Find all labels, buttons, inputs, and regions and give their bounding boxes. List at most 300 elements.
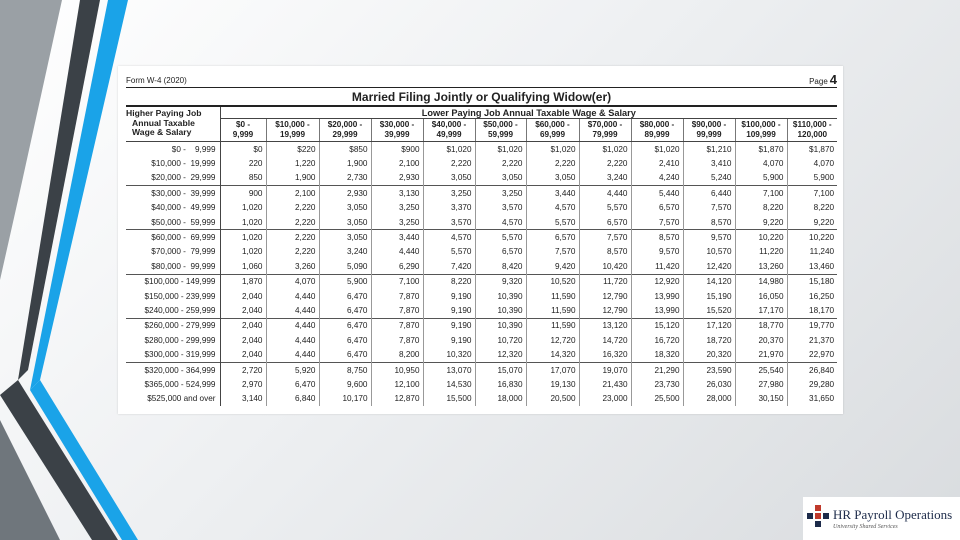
table-cell: 4,440: [579, 186, 631, 201]
table-row: [126, 347, 837, 362]
table-cell: 4,570: [423, 230, 475, 245]
table-cell: 8,570: [631, 230, 683, 245]
table-cell: 7,570: [579, 230, 631, 245]
row-label: $60,000 - 69,999: [126, 230, 220, 245]
column-header-line: 109,999: [746, 130, 776, 139]
table-cell: 18,170: [809, 305, 835, 315]
row-header-line: Higher Paying Job: [126, 108, 202, 118]
column-header: [220, 119, 266, 142]
table-cell: 3,410: [683, 156, 735, 170]
row-label: $20,000 - 29,999: [126, 171, 220, 186]
table-cell: 2,040: [220, 333, 266, 347]
column-header-line: 39,999: [384, 130, 410, 139]
table-cell: 28,000: [683, 392, 735, 406]
column-header-line: $100,000 -: [741, 120, 781, 129]
logo-mark-icon: [807, 505, 829, 527]
table-cell: 6,470: [319, 303, 371, 318]
table-cell: 2,970: [220, 377, 266, 391]
table-cell: 4,070: [266, 274, 319, 289]
table-cell: 2,220: [423, 156, 475, 170]
column-header: [579, 119, 631, 142]
column-header-line: $40,000 -: [431, 120, 467, 129]
table-cell: 4,440: [266, 318, 319, 333]
table-cell: 20,500: [526, 392, 579, 406]
column-header-line: $10,000 -: [275, 120, 310, 129]
table-cell: 2,720: [220, 362, 266, 377]
table-cell: 7,570: [631, 215, 683, 230]
table-cell: 23,730: [631, 377, 683, 391]
table-cell: 2,410: [631, 156, 683, 170]
row-label: $150,000 - 239,999: [126, 289, 220, 303]
column-header-line: $20,000 -: [327, 120, 363, 129]
table-cell: $1,870: [735, 142, 787, 157]
column-header-line: $50,000 -: [483, 120, 518, 129]
table-cell: 2,040: [220, 289, 266, 303]
table-cell: 2,040: [220, 318, 266, 333]
table-cell: 12,870: [371, 392, 423, 406]
table-cell: 2,220: [475, 156, 526, 170]
table-cell: 2,220: [266, 245, 319, 259]
table-cell: 6,470: [319, 347, 371, 362]
table-cell: 5,570: [423, 245, 475, 259]
table-row: [126, 377, 837, 391]
column-header-line: 89,999: [644, 130, 670, 139]
table-row: [126, 245, 837, 259]
column-header: [787, 119, 837, 142]
table-cell: 3,250: [371, 215, 423, 230]
table-cell: 17,120: [683, 318, 735, 333]
table-cell: 4,070: [813, 159, 835, 169]
table-cell: 25,540: [735, 362, 787, 377]
column-header: [735, 119, 787, 142]
table-cell: 5,570: [579, 201, 631, 215]
table-row: [126, 142, 837, 157]
row-header-line: Annual Taxable: [132, 117, 195, 128]
table-cell: 8,570: [683, 215, 735, 230]
table-cell: 3,250: [371, 201, 423, 215]
table-cell: 19,130: [526, 377, 579, 391]
table-title: Married Filing Jointly or Qualifying Widow(er): [126, 88, 837, 107]
table-cell: 3,050: [423, 171, 475, 186]
form-id: Form W-4 (2020): [126, 76, 187, 85]
table-cell: 15,070: [475, 362, 526, 377]
table-cell: 10,570: [683, 245, 735, 259]
column-header-line: $90,000 -: [691, 120, 727, 129]
table-cell: 4,440: [266, 289, 319, 303]
table-cell: 21,430: [579, 377, 631, 391]
table-row: [126, 259, 837, 274]
table-cell: 10,390: [475, 318, 526, 333]
table-cell: 15,120: [631, 318, 683, 333]
table-cell: 14,530: [423, 377, 475, 391]
table-cell: 11,420: [631, 259, 683, 274]
table-cell: 16,050: [735, 289, 787, 303]
column-header-line: $110,000 -: [792, 120, 832, 129]
row-label: $280,000 - 299,999: [126, 333, 220, 347]
table-cell: 18,000: [475, 392, 526, 406]
table-cell: 2,220: [266, 230, 319, 245]
column-header: [526, 119, 579, 142]
table-cell: 10,420: [579, 259, 631, 274]
table-cell: 3,050: [526, 171, 579, 186]
table-cell: 9,220: [735, 215, 787, 230]
table-cell: 8,750: [319, 362, 371, 377]
table-cell: $220: [266, 142, 319, 157]
table-cell: 3,370: [423, 201, 475, 215]
table-row: [126, 289, 837, 303]
table-cell: 9,190: [423, 318, 475, 333]
table-cell: 3,050: [319, 230, 371, 245]
column-group-header: Lower Paying Job Annual Taxable Wage & Salary: [220, 106, 837, 119]
table-cell: 3,240: [579, 171, 631, 186]
row-label: $100,000 - 149,999: [126, 274, 220, 289]
table-cell: 6,470: [319, 289, 371, 303]
withholding-table: [126, 87, 837, 406]
table-cell: 4,570: [475, 215, 526, 230]
table-cell: 7,100: [787, 186, 837, 201]
row-label: $365,000 - 524,999: [126, 377, 220, 391]
table-cell: $0: [220, 142, 266, 157]
table-cell: 1,900: [266, 171, 319, 186]
table-cell: $850: [319, 142, 371, 157]
column-header: [371, 119, 423, 142]
table-cell: 15,520: [683, 303, 735, 318]
table-cell: 7,870: [371, 333, 423, 347]
row-label: $260,000 - 279,999: [126, 318, 220, 333]
table-cell: 16,320: [579, 347, 631, 362]
table-cell: 6,570: [631, 201, 683, 215]
table-cell: 17,070: [526, 362, 579, 377]
table-cell: 12,790: [579, 303, 631, 318]
row-label: $80,000 - 99,999: [126, 259, 220, 274]
column-header: [319, 119, 371, 142]
table-cell: 9,190: [423, 303, 475, 318]
table-cell: 10,390: [475, 303, 526, 318]
column-header-line: 59,999: [487, 130, 514, 139]
table-cell: $1,020: [423, 142, 475, 157]
table-cell: 4,440: [371, 245, 423, 259]
table-cell: $1,870: [809, 144, 835, 154]
table-cell: 3,050: [319, 201, 371, 215]
row-header: [126, 106, 220, 142]
table-cell: 5,090: [319, 259, 371, 274]
table-cell: 4,440: [266, 347, 319, 362]
table-cell: $1,020: [526, 142, 579, 157]
table-cell: $1,020: [631, 142, 683, 157]
table-cell: 13,070: [423, 362, 475, 377]
table-row: [126, 230, 837, 245]
row-label: $240,000 - 259,999: [126, 303, 220, 318]
table-cell: 3,570: [475, 201, 526, 215]
table-cell: 18,770: [735, 318, 787, 333]
column-header-line: 29,999: [332, 130, 358, 139]
column-header-line: 69,999: [539, 130, 566, 139]
table-cell: 1,220: [266, 156, 319, 170]
table-cell: 4,440: [266, 303, 319, 318]
table-cell: 6,470: [319, 333, 371, 347]
table-cell: 18,720: [683, 333, 735, 347]
table-cell: 6,570: [526, 230, 579, 245]
table-cell: 14,120: [683, 274, 735, 289]
table-cell: 13,990: [631, 303, 683, 318]
table-cell: 10,720: [475, 333, 526, 347]
column-header-line: $30,000 -: [379, 120, 415, 129]
row-label: $525,000 and over: [126, 392, 220, 406]
table-cell: 1,870: [220, 274, 266, 289]
table-cell: 3,140: [220, 392, 266, 406]
row-label: $70,000 - 79,999: [126, 245, 220, 259]
table-row: [126, 362, 837, 377]
table-cell: 3,130: [371, 186, 423, 201]
table-cell: 6,290: [371, 259, 423, 274]
table-cell: 3,260: [266, 259, 319, 274]
column-header-line: 120,000: [797, 130, 828, 139]
row-label: $320,000 - 364,999: [126, 362, 220, 377]
table-row: [126, 303, 837, 318]
table-cell: 3,440: [526, 186, 579, 201]
table-cell: 27,980: [735, 377, 787, 391]
table-cell: 7,100: [735, 186, 787, 201]
table-cell: 3,050: [319, 215, 371, 230]
table-cell: 9,220: [813, 217, 835, 227]
column-header: [475, 119, 526, 142]
table-cell: 4,240: [631, 171, 683, 186]
table-cell: 12,100: [371, 377, 423, 391]
table-cell: 8,220: [735, 201, 787, 215]
table-row: [126, 156, 837, 170]
table-cell: 7,570: [683, 201, 735, 215]
column-header-line: $80,000 -: [639, 120, 675, 129]
table-cell: 11,590: [526, 303, 579, 318]
row-label: $50,000 - 59,999: [126, 215, 220, 230]
table-cell: 12,920: [631, 274, 683, 289]
table-cell: 6,470: [266, 377, 319, 391]
table-cell: 5,570: [526, 215, 579, 230]
table-cell: 3,050: [475, 171, 526, 186]
table-cell: 2,100: [266, 186, 319, 201]
table-cell: $1,020: [579, 142, 631, 157]
table-cell: $1,210: [683, 142, 735, 157]
table-cell: 26,030: [683, 377, 735, 391]
table-cell: 3,570: [423, 215, 475, 230]
table-row: [126, 318, 837, 333]
table-cell: 10,320: [423, 347, 475, 362]
table-row: [126, 171, 837, 186]
table-cell: 2,730: [319, 171, 371, 186]
table-cell: 1,020: [220, 245, 266, 259]
table-cell: 1,020: [220, 230, 266, 245]
column-header-line: 79,999: [592, 130, 618, 139]
table-cell: 1,060: [220, 259, 266, 274]
table-cell: 4,070: [735, 156, 787, 170]
row-label: $10,000 - 19,999: [126, 156, 220, 170]
table-cell: $1,020: [475, 142, 526, 157]
table-cell: 15,500: [423, 392, 475, 406]
table-cell: 5,900: [735, 171, 787, 186]
row-label: $40,000 - 49,999: [126, 201, 220, 215]
table-cell: 11,220: [735, 245, 787, 259]
table-cell: 5,900: [319, 274, 371, 289]
table-cell: 8,200: [371, 347, 423, 362]
table-row: [126, 274, 837, 289]
table-cell: 3,440: [371, 230, 423, 245]
table-cell: 8,220: [423, 274, 475, 289]
table-cell: 6,570: [475, 245, 526, 259]
table-cell: 1,020: [220, 201, 266, 215]
table-row: [126, 333, 837, 347]
table-cell: 7,870: [371, 289, 423, 303]
table-cell: 2,930: [371, 171, 423, 186]
table-cell: 12,420: [683, 259, 735, 274]
table-cell: 9,600: [319, 377, 371, 391]
w4-form-page: [118, 66, 843, 414]
table-cell: 7,100: [371, 274, 423, 289]
table-cell: 21,370: [809, 335, 835, 345]
table-cell: 2,220: [266, 215, 319, 230]
table-cell: 7,570: [526, 245, 579, 259]
column-header-line: $0 -: [235, 120, 251, 129]
table-cell: 5,920: [266, 362, 319, 377]
table-cell: 9,190: [423, 289, 475, 303]
table-cell: 6,570: [579, 215, 631, 230]
table-cell: 10,170: [319, 392, 371, 406]
table-cell: 15,180: [787, 274, 837, 289]
table-cell: 10,950: [371, 362, 423, 377]
table-cell: 8,220: [813, 203, 835, 213]
table-cell: 4,570: [526, 201, 579, 215]
table-cell: 7,870: [371, 303, 423, 318]
table-cell: 3,250: [475, 186, 526, 201]
table-cell: 21,970: [735, 347, 787, 362]
page-label: Page: [809, 77, 828, 86]
table-cell: 2,220: [526, 156, 579, 170]
column-header-line: 19,999: [279, 130, 306, 139]
table-cell: 9,320: [475, 274, 526, 289]
table-cell: 26,840: [787, 362, 837, 377]
table-cell: 1,900: [319, 156, 371, 170]
column-header-line: 49,999: [436, 130, 462, 139]
logo-subtitle: University Shared Services: [833, 524, 898, 530]
hr-payroll-logo: [803, 497, 960, 540]
table-cell: 2,040: [220, 303, 266, 318]
table-cell: 13,120: [579, 318, 631, 333]
table-cell: 2,040: [220, 347, 266, 362]
table-cell: 25,500: [631, 392, 683, 406]
table-cell: 3,250: [423, 186, 475, 201]
table-cell: 31,650: [809, 394, 835, 404]
table-cell: 9,570: [683, 230, 735, 245]
page-indicator: [809, 72, 837, 87]
table-cell: 1,020: [220, 215, 266, 230]
table-cell: 11,590: [526, 318, 579, 333]
table-cell: 900: [220, 186, 266, 201]
table-cell: 10,520: [526, 274, 579, 289]
table-cell: 2,100: [371, 156, 423, 170]
table-cell: 2,220: [579, 156, 631, 170]
table-cell: 6,840: [266, 392, 319, 406]
table-cell: 2,220: [266, 201, 319, 215]
table-cell: 21,290: [631, 362, 683, 377]
table-cell: 10,220: [787, 230, 837, 245]
row-label: $0 - 9,999: [126, 142, 220, 157]
table-cell: 2,930: [319, 186, 371, 201]
table-cell: 5,900: [813, 173, 835, 183]
table-cell: 20,320: [683, 347, 735, 362]
table-cell: 19,070: [579, 362, 631, 377]
table-cell: 29,280: [809, 379, 835, 389]
table-cell: 23,590: [683, 362, 735, 377]
table-cell: 14,980: [735, 274, 787, 289]
table-cell: 12,790: [579, 289, 631, 303]
table-cell: 9,190: [423, 333, 475, 347]
table-row: [126, 186, 837, 201]
column-header-line: $60,000 -: [535, 120, 570, 129]
row-header-line: Wage & Salary: [132, 127, 192, 137]
column-header-line: 9,999: [232, 130, 254, 139]
table-cell: 15,190: [683, 289, 735, 303]
table-cell: 20,370: [735, 333, 787, 347]
table-cell: 220: [220, 156, 266, 170]
table-cell: 30,150: [735, 392, 787, 406]
table-cell: 11,240: [809, 247, 835, 257]
table-row: [126, 201, 837, 215]
table-cell: 17,170: [735, 303, 787, 318]
table-cell: 5,240: [683, 171, 735, 186]
table-cell: 12,720: [526, 333, 579, 347]
table-cell: 5,570: [475, 230, 526, 245]
table-cell: 5,440: [631, 186, 683, 201]
table-cell: 7,870: [371, 318, 423, 333]
table-row: [126, 392, 837, 406]
table-cell: 16,720: [631, 333, 683, 347]
table-cell: 18,320: [631, 347, 683, 362]
table-cell: 22,970: [809, 350, 835, 360]
column-header: [423, 119, 475, 142]
table-cell: 16,250: [809, 291, 835, 301]
table-cell: $900: [371, 142, 423, 157]
table-cell: 14,320: [526, 347, 579, 362]
table-cell: 16,830: [475, 377, 526, 391]
table-cell: 850: [220, 171, 266, 186]
logo-title: HR Payroll Operations: [833, 507, 953, 522]
row-label: $30,000 - 39,999: [126, 186, 220, 201]
column-header: [266, 119, 319, 142]
table-cell: 11,720: [579, 274, 631, 289]
row-label: $300,000 - 319,999: [126, 347, 220, 362]
column-header-line: $70,000 -: [587, 120, 623, 129]
table-cell: 14,720: [579, 333, 631, 347]
table-cell: 8,570: [579, 245, 631, 259]
table-cell: 23,000: [579, 392, 631, 406]
table-cell: 9,570: [631, 245, 683, 259]
table-cell: 13,260: [735, 259, 787, 274]
column-header-line: 99,999: [696, 130, 722, 139]
column-header: [683, 119, 735, 142]
table-cell: 6,440: [683, 186, 735, 201]
table-cell: 19,770: [787, 318, 837, 333]
table-cell: 9,420: [526, 259, 579, 274]
table-cell: 4,440: [266, 333, 319, 347]
table-cell: 7,420: [423, 259, 475, 274]
table-cell: 13,460: [809, 261, 835, 271]
table-cell: 13,990: [631, 289, 683, 303]
table-cell: 6,470: [319, 318, 371, 333]
page-number: 4: [829, 72, 837, 87]
table-cell: 11,590: [526, 289, 579, 303]
table-cell: 10,390: [475, 289, 526, 303]
column-header: [631, 119, 683, 142]
table-cell: 8,420: [475, 259, 526, 274]
